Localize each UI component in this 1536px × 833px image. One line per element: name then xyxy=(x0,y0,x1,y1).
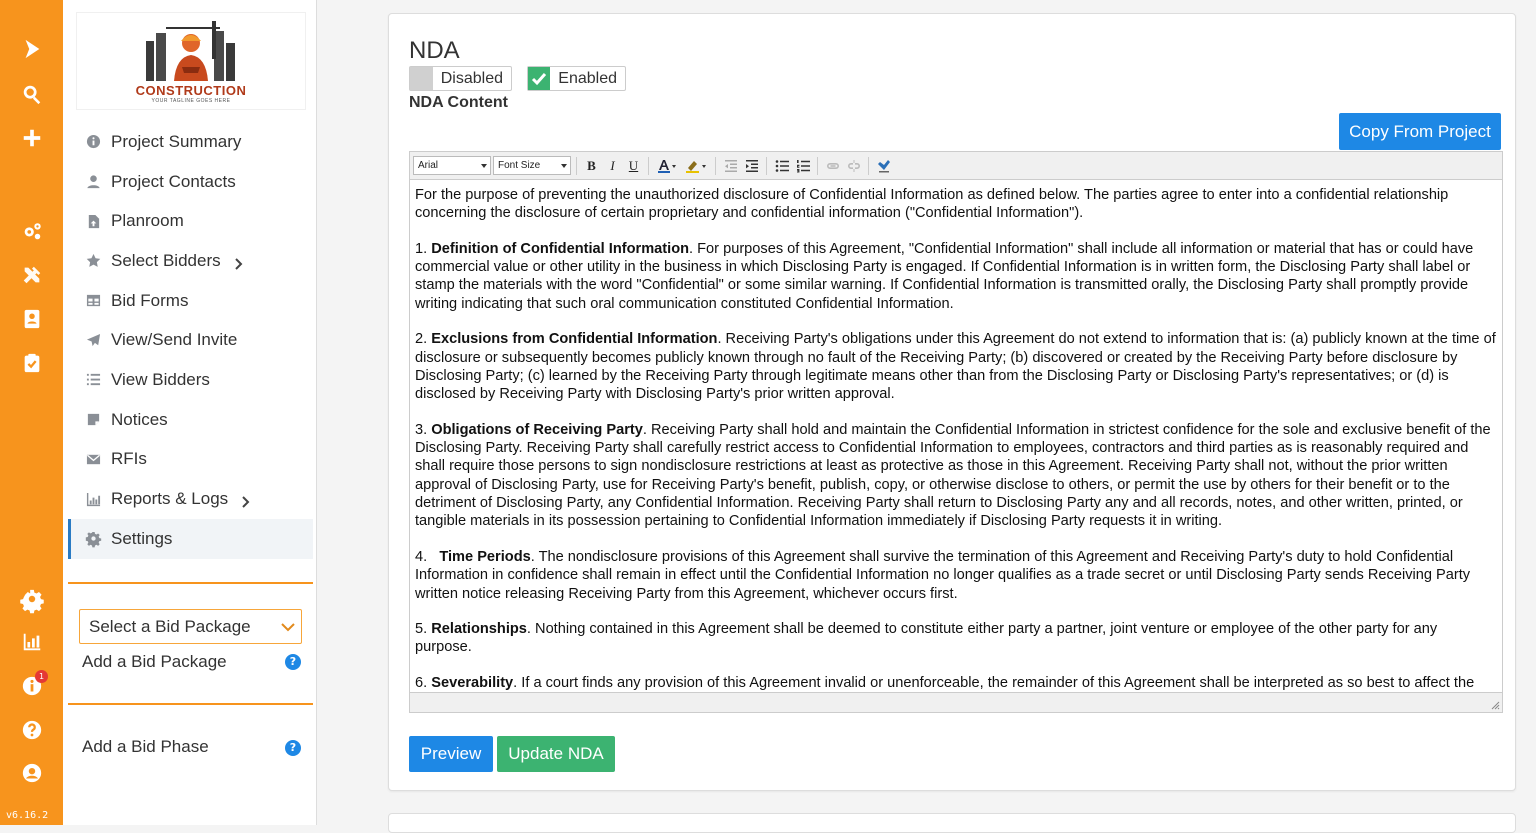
project-sidebar xyxy=(63,0,317,825)
link-icon xyxy=(826,159,840,173)
nda-paragraph xyxy=(415,186,1496,223)
sidebar-item-label: View Bidders xyxy=(111,369,210,389)
star-icon xyxy=(84,252,102,270)
toolbar-separator xyxy=(648,157,649,175)
sticky-note-icon xyxy=(84,411,102,429)
nda-paragraph-heading: Obligations of Receiving Party xyxy=(431,421,643,438)
nda-paragraph-heading: Relationships xyxy=(431,621,527,638)
version-label: v6.16.2 xyxy=(6,810,49,821)
sidebar-item-label: Reports & Logs xyxy=(111,489,229,509)
sidebar-item-project-summary[interactable] xyxy=(68,122,313,162)
editor-toolbar xyxy=(410,152,1502,180)
company-logo xyxy=(76,12,306,110)
underline-button[interactable]: U xyxy=(628,157,639,173)
nda-paragraph xyxy=(415,548,1496,603)
unlink-icon xyxy=(847,159,861,173)
nda-paragraph-heading: Exclusions from Confidential Information xyxy=(431,331,718,348)
font-size-select[interactable]: Font Size xyxy=(493,156,571,175)
contact-book-icon[interactable] xyxy=(16,303,48,335)
nda-paragraph-prefix: 2. xyxy=(415,331,432,348)
nda-paragraph xyxy=(415,421,1496,531)
table-icon xyxy=(84,292,102,310)
user-icon[interactable] xyxy=(16,757,48,789)
copy-from-project-button[interactable]: Copy From Project xyxy=(1339,113,1501,150)
search-icon[interactable] xyxy=(16,78,48,110)
insert-link-button[interactable] xyxy=(823,156,842,176)
preview-button[interactable]: Preview xyxy=(409,736,493,772)
nda-paragraph-text: . Receiving Party's obligations under this Agreement do not extend to information that is: (a) publicly known at the time of disclosure or subsequently becomes publicly known through no fault of the Receiving Party; (b) discovered or created by the Receiving Party before disclosure by Disclosing Party; (c) learned by the Receiving Party through legitimate means other than from the Disclosing Party or Disclosing Party's representatives; or (d) is disclosed by Receiving Party with Disclosing Party's prior written approval. xyxy=(415,331,1496,403)
sidebar-item-label: Planroom xyxy=(111,211,184,231)
chevron-right-icon xyxy=(240,493,252,505)
notification-badge: 1 xyxy=(35,670,48,683)
nda-paragraph-heading: Time Periods xyxy=(439,548,531,565)
sidebar-item-label: View/Send Invite xyxy=(111,330,238,350)
bold-button[interactable]: B xyxy=(587,157,596,173)
unlink-button[interactable] xyxy=(844,156,863,176)
logo-tagline: YOUR TAGLINE GOES HERE xyxy=(151,97,231,104)
nda-content-area[interactable] xyxy=(410,180,1502,694)
nda-content-label: NDA Content xyxy=(409,94,508,111)
font-color-icon xyxy=(656,159,678,173)
nda-paragraph-prefix: 4. xyxy=(415,548,440,565)
add-bid-phase-link[interactable]: Add a Bid Phase xyxy=(82,737,209,756)
add-bid-package-link[interactable]: Add a Bid Package xyxy=(82,652,227,671)
indent-icon xyxy=(745,159,759,173)
clipboard-check-icon[interactable] xyxy=(16,347,48,379)
sidebar-item-bid-forms[interactable] xyxy=(68,281,313,321)
nda-disabled-toggle[interactable] xyxy=(409,66,512,91)
nda-paragraph-text: . The nondisclosure provisions of this Agreement shall survive the termination of this Agreement and Receiving Party's duty to hold Confidential Information in confidence shall remain in effect until the Confidential Information no longer qualifies as a trade secret or until Disclosing Party sends Receiving Party written notice releasing Receiving Party from this Agreement, whichever occurs first. xyxy=(415,548,1471,602)
sidebar-divider xyxy=(68,582,313,584)
gear-icon xyxy=(84,530,102,548)
sidebar-item-label: Settings xyxy=(111,528,173,548)
page-title: NDA xyxy=(409,37,460,64)
nda-paragraph-prefix: 5. xyxy=(415,621,432,638)
sidebar-item-label: Notices xyxy=(111,409,168,429)
editor-status-bar xyxy=(410,692,1502,712)
sidebar-item-label: Select Bidders xyxy=(111,250,221,270)
numbered-list-icon xyxy=(796,159,810,173)
nda-paragraph-prefix: 6. xyxy=(415,675,432,692)
tools-icon[interactable] xyxy=(16,259,48,291)
italic-button[interactable]: I xyxy=(610,157,615,173)
sidebar-item-reports-logs[interactable] xyxy=(68,479,313,519)
sidebar-item-project-contacts[interactable] xyxy=(68,162,313,202)
cogs-icon[interactable] xyxy=(16,215,48,247)
nda-paragraph-text: . For purposes of this Agreement, "Confidential Information" shall include all information or material that has or could have commercial value or other utility in the business in which Disclosing Party is engaged. If Confidential Information is in written form, the Disclosing Party shall label or stamp the materials with the word "Confidential" or some similar warning. If Confidential Information is transmitted orally, the Disclosing Party shall promptly provide writing indicating that such oral communication constituted Confidential Information. xyxy=(415,240,1474,312)
highlighter-icon xyxy=(684,159,708,173)
sidebar-item-planroom[interactable] xyxy=(68,201,313,241)
bid-package-select-value: Select a Bid Package xyxy=(89,616,251,636)
construction-logo-icon xyxy=(136,19,246,81)
sidebar-item-label: RFIs xyxy=(111,449,147,469)
font-family-select[interactable]: Arial xyxy=(413,156,491,175)
toolbar-separator xyxy=(766,157,767,175)
sidebar-divider xyxy=(68,703,313,705)
toolbar-separator xyxy=(817,157,818,175)
nda-enabled-toggle[interactable] xyxy=(527,66,626,91)
nda-paragraph-text: . Receiving Party shall hold and maintain the Confidential Information in strictest confidence for the sole and exclusive benefit of the Disclosing Party. Receiving Party shall carefully restrict access to Confidential Information to employees, contractors and third parties as is reasonably required and shall require those persons to sign nondisclosure restrictions at least as protective as those in this Agreement. Receiving Party shall not, without the prior written approval of Disclosing Party, use for Receiving Party's benefit, publish, copy, or otherwise disclose to others, or permit the use by others for their benefit or to the detriment of Disclosing Party, any Confidential Information. Receiving Party shall return to Disclosing Party any and all records, notes, and other written, printed, or tangible materials in its possession pertaining to Confidential Information immediately if Disclosing Party requests it in writing. xyxy=(415,421,1491,530)
chevron-right-icon xyxy=(233,255,245,267)
remove-format-button[interactable] xyxy=(874,156,893,176)
logo-title: CONSTRUCTION xyxy=(135,82,247,98)
sidebar-item-rfis[interactable] xyxy=(68,440,313,480)
nda-paragraph-text: . If a court finds any provision of this Agreement invalid or unenforceable, the remainder of this Agreement shall be interpreted as so best to affect the xyxy=(513,675,1475,692)
sidebar-item-label: Project Summary xyxy=(111,131,242,151)
nda-paragraph xyxy=(415,240,1496,313)
sidebar-item-label: Bid Forms xyxy=(111,290,189,310)
bar-chart-icon xyxy=(84,490,102,508)
outdent-button[interactable] xyxy=(721,156,740,176)
sidebar-nav xyxy=(68,122,313,559)
sidebar-item-settings[interactable] xyxy=(68,519,313,559)
nda-paragraph xyxy=(415,620,1496,657)
nda-settings-card xyxy=(388,13,1516,791)
bar-chart-icon[interactable] xyxy=(16,626,48,658)
numbered-list-button[interactable] xyxy=(793,156,812,176)
sidebar-item-view-bidders[interactable] xyxy=(68,360,313,400)
sidebar-item-label: Project Contacts xyxy=(111,171,236,191)
icon-rail xyxy=(0,0,63,825)
eraser-icon xyxy=(877,159,891,173)
unchecked-box-icon xyxy=(410,67,433,90)
resize-grip-icon[interactable] xyxy=(1490,700,1500,710)
help-icon[interactable]: ? xyxy=(285,654,301,670)
bullet-list-button[interactable] xyxy=(772,156,791,176)
plus-icon[interactable] xyxy=(16,122,48,154)
sidebar-item-select-bidders[interactable] xyxy=(68,241,313,281)
font-color-button[interactable] xyxy=(654,156,680,176)
nda-paragraph-heading: Severability xyxy=(431,675,514,692)
help-icon[interactable] xyxy=(16,714,48,746)
nda-paragraph xyxy=(415,330,1496,403)
bullet-list-icon xyxy=(775,159,789,173)
outdent-icon xyxy=(724,159,738,173)
envelope-icon xyxy=(84,450,102,468)
nda-paragraph-text: . Nothing contained in this Agreement shall be deemed to constitute either party a partner, joint venture or employee of the other party for any purpose. xyxy=(415,621,1438,656)
toolbar-separator xyxy=(715,157,716,175)
sidebar-item-notices[interactable] xyxy=(68,400,313,440)
toolbar-separator xyxy=(576,157,577,175)
user-icon xyxy=(84,173,102,191)
help-icon[interactable]: ? xyxy=(285,740,301,756)
checkmark-icon xyxy=(528,67,550,90)
nda-rich-text-editor xyxy=(409,151,1503,713)
highlight-color-button[interactable] xyxy=(682,156,710,176)
toggle-label: Enabled xyxy=(558,69,617,87)
sidebar-item-view-send-invite[interactable] xyxy=(68,320,313,360)
indent-button[interactable] xyxy=(742,156,761,176)
file-upload-icon xyxy=(84,212,102,230)
next-card xyxy=(388,813,1516,833)
bid-package-select[interactable] xyxy=(79,609,302,644)
chevron-down-icon xyxy=(281,621,295,633)
nda-paragraph-text: For the purpose of preventing the unauthorized disclosure of Confidential Information as defined below. The parties agree to enter into a confidential relationship concerning the disclosure of certain proprietary and confidential information ("Confidential Information"). xyxy=(415,187,1449,222)
play-logo-icon[interactable] xyxy=(16,33,48,65)
list-icon xyxy=(84,371,102,389)
info-circle-icon xyxy=(84,133,102,151)
nda-paragraph-heading: Definition of Confidential Information xyxy=(431,240,690,257)
nda-paragraph-prefix: 3. xyxy=(415,421,432,438)
info-icon[interactable] xyxy=(16,670,48,702)
toolbar-separator xyxy=(868,157,869,175)
nda-paragraph-prefix: 1. xyxy=(415,240,432,257)
toggle-label: Disabled xyxy=(440,69,503,87)
gear-icon[interactable] xyxy=(16,583,48,615)
update-nda-button[interactable]: Update NDA xyxy=(497,736,615,772)
paper-plane-icon xyxy=(84,331,102,349)
